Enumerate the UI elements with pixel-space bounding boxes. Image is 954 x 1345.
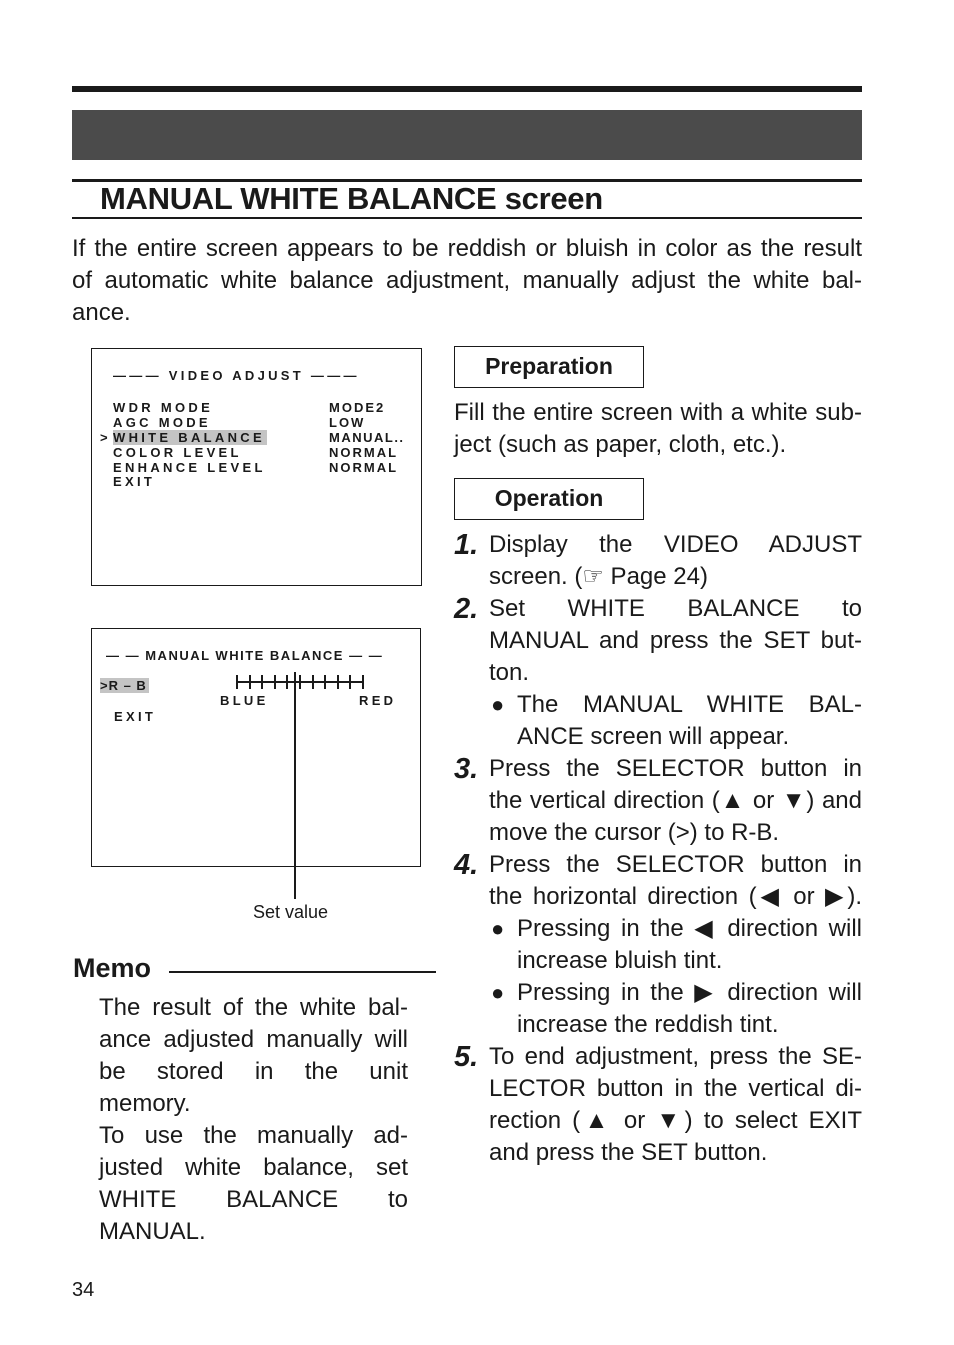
osd-cursor: > (100, 430, 111, 445)
osd-scale-tick (362, 675, 364, 689)
osd-menu-value: NORMAL (329, 445, 399, 460)
step-text: Page 24) (603, 563, 708, 590)
step-number: 1. (454, 529, 479, 561)
osd-exit-item: EXIT (114, 709, 157, 724)
osd-scale-tick (261, 675, 263, 689)
step-line: the horizontal direction (◀ or ▶). (489, 883, 862, 910)
osd-menu-item: ENHANCE LEVEL (113, 460, 266, 475)
memo-line: memory. (99, 1090, 191, 1117)
bullet-line: ANCE screen will appear. (517, 723, 790, 750)
osd-menu-item: COLOR LEVEL (113, 445, 242, 460)
osd-scale-tick (236, 675, 238, 689)
intro-line: ance. (72, 299, 131, 326)
bullet-line: increase the reddish tint. (517, 1011, 779, 1038)
bullet-dot-icon: ● (491, 692, 505, 717)
operation-heading: Operation (454, 478, 644, 520)
step-3 (454, 753, 862, 849)
step-text: screen. ( (489, 563, 583, 590)
osd-header: — — MANUAL WHITE BALANCE — — (106, 648, 384, 663)
memo-body (99, 992, 408, 1248)
step-bullet (489, 913, 862, 977)
memo-line: To use the manually ad- (99, 1122, 408, 1149)
memo-line: MANUAL. (99, 1218, 206, 1245)
osd-menu-value: LOW (329, 415, 366, 430)
bullet-dot-icon: ● (491, 980, 505, 1005)
step-line: To end adjustment, press the SE- (489, 1043, 862, 1070)
step-line: Press the SELECTOR button in (489, 851, 862, 878)
set-value-label: Set value (253, 902, 329, 922)
osd-scale-tick (349, 675, 351, 689)
osd-menu-value: MANUAL.. (329, 430, 405, 445)
osd-scale-tick (299, 675, 301, 689)
step-line: MANUAL and press the SET but- (489, 627, 862, 654)
osd-scale-tick (249, 675, 251, 689)
intro-line: of automatic white balance adjustment, manually adjust the white bal- (72, 267, 862, 294)
step-line: ton. (489, 659, 530, 686)
osd-red-label: RED (359, 693, 397, 708)
preparation-text (454, 397, 862, 461)
memo-line: be stored in the unit (99, 1058, 408, 1085)
set-value-pointer-line (294, 672, 296, 899)
osd-scale-tick (312, 675, 314, 689)
osd-menu-item: AGC MODE (113, 415, 211, 430)
osd-header: ——— VIDEO ADJUST ——— (113, 368, 360, 383)
osd-manual-white-balance-screen (91, 628, 421, 867)
step-line: rection (▲ or ▼) to select EXIT (489, 1107, 862, 1134)
osd-menu-item: WDR MODE (113, 400, 214, 415)
step-bullet (489, 689, 862, 753)
top-rule (72, 86, 862, 92)
step-line: and press the SET button. (489, 1139, 768, 1166)
memo-line: WHITE BALANCE to (99, 1186, 408, 1213)
step-number: 5. (454, 1041, 479, 1073)
osd-blue-label: BLUE (220, 693, 269, 708)
intro-paragraph (72, 233, 862, 329)
memo-line: The result of the white bal- (99, 994, 408, 1021)
step-line: Press the SELECTOR button in (489, 755, 862, 782)
osd-menu-value: MODE2 (329, 400, 386, 415)
step-4 (454, 849, 862, 1041)
step-line (489, 561, 862, 593)
osd-menu-value: NORMAL (329, 460, 399, 475)
preparation-line: Fill the entire screen with a white sub- (454, 399, 862, 426)
step-line: move the cursor (>) to R-B. (489, 819, 780, 846)
step-line: LECTOR button in the vertical di- (489, 1075, 862, 1102)
memo-line: justed white balance, set (99, 1154, 408, 1181)
memo-line: ance adjusted manually will (99, 1026, 408, 1053)
step-line: Display the VIDEO ADJUST (489, 531, 862, 558)
step-2 (454, 593, 862, 753)
osd-menu-item: EXIT (113, 474, 156, 489)
step-line: the vertical direction (▲ or ▼) and (489, 787, 862, 814)
step-bullet (489, 977, 862, 1041)
osd-scale-tick (324, 675, 326, 689)
page-number: 34 (72, 1279, 95, 1301)
intro-line: If the entire screen appears to be reddish or bluish in color as the result (72, 235, 862, 262)
operation-steps (454, 529, 862, 1169)
section-title: MANUAL WHITE BALANCE screen (100, 181, 603, 216)
preparation-heading: Preparation (454, 346, 644, 388)
bullet-line: The MANUAL WHITE BAL- (517, 691, 862, 718)
step-line: Set WHITE BALANCE to (489, 595, 862, 622)
osd-scale-tick (286, 675, 288, 689)
bullet-line: Pressing in the ◀ direction will (517, 915, 862, 942)
bullet-line: increase bluish tint. (517, 947, 723, 974)
title-rule-bottom (72, 217, 862, 219)
osd-rb-item-selected: >R – B (100, 678, 147, 693)
step-5 (454, 1041, 862, 1169)
memo-heading: Memo (73, 953, 152, 983)
step-1 (454, 529, 862, 593)
step-number: 4. (454, 849, 479, 881)
memo-rule (169, 971, 436, 973)
osd-scale-tick (337, 675, 339, 689)
bullet-dot-icon: ● (491, 916, 505, 941)
chapter-band (72, 110, 862, 160)
page-reference-icon: ☞ (582, 563, 604, 590)
preparation-line: ject (such as paper, cloth, etc.). (454, 431, 787, 458)
bullet-line: Pressing in the ▶ direction will (517, 979, 862, 1006)
step-number: 3. (454, 753, 479, 785)
osd-menu-item-selected: WHITE BALANCE (113, 430, 265, 445)
step-number: 2. (454, 593, 479, 625)
osd-scale-tick (274, 675, 276, 689)
